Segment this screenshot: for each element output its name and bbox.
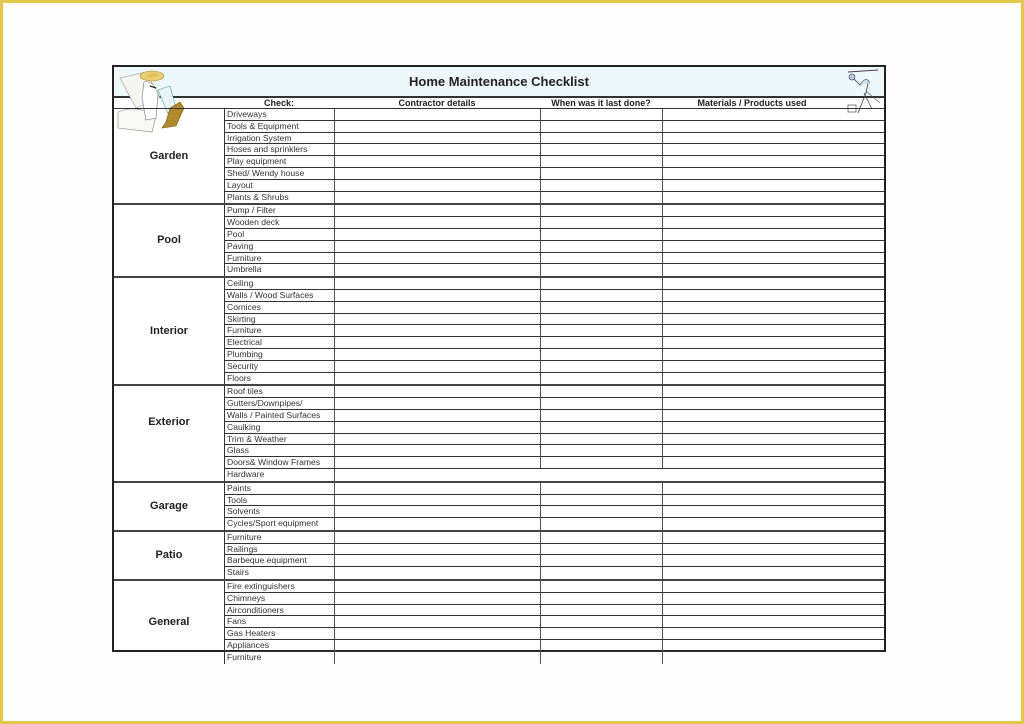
- materials-cell[interactable]: [663, 253, 884, 264]
- materials-cell[interactable]: [663, 518, 884, 530]
- last-done-cell[interactable]: [541, 314, 663, 325]
- contractor-cell[interactable]: [335, 457, 541, 468]
- table-row: [225, 495, 884, 507]
- last-done-cell[interactable]: [541, 483, 663, 494]
- last-done-cell[interactable]: [541, 253, 663, 264]
- contractor-cell[interactable]: [335, 278, 541, 289]
- last-done-cell[interactable]: [541, 652, 663, 664]
- contractor-cell[interactable]: [335, 495, 541, 506]
- group-garden: [114, 109, 884, 205]
- table-row: [225, 290, 884, 302]
- item-label: Fans: [225, 616, 335, 627]
- last-done-cell[interactable]: [541, 555, 663, 566]
- item-label: Hoses and sprinklers: [225, 144, 335, 155]
- materials-cell[interactable]: [663, 349, 884, 360]
- column-header-check: Check:: [263, 98, 294, 108]
- last-done-cell[interactable]: [541, 337, 663, 348]
- last-done-cell[interactable]: [541, 532, 663, 543]
- materials-cell[interactable]: [663, 506, 884, 517]
- materials-cell[interactable]: [663, 581, 884, 592]
- item-label: Stairs: [225, 567, 335, 579]
- last-done-cell[interactable]: [541, 361, 663, 372]
- contractor-cell[interactable]: [335, 229, 541, 240]
- table-row: [225, 264, 884, 276]
- contractor-cell[interactable]: [335, 445, 541, 456]
- contractor-cell[interactable]: [335, 217, 541, 228]
- table-row: [225, 616, 884, 628]
- materials-cell[interactable]: [663, 241, 884, 252]
- last-done-cell[interactable]: [541, 640, 663, 651]
- contractor-cell[interactable]: [335, 605, 541, 616]
- item-label: Chimneys: [225, 593, 335, 604]
- contractor-cell[interactable]: [335, 506, 541, 517]
- checklist-body: [114, 109, 884, 664]
- materials-cell[interactable]: [663, 410, 884, 421]
- table-row: [225, 168, 884, 180]
- table-row: [225, 652, 884, 664]
- group-label: Garage: [150, 500, 188, 513]
- item-label: Solvents: [225, 506, 335, 517]
- last-done-cell[interactable]: [541, 605, 663, 616]
- last-done-cell[interactable]: [541, 205, 663, 216]
- materials-cell[interactable]: [663, 278, 884, 289]
- materials-cell[interactable]: [663, 373, 884, 385]
- last-done-cell[interactable]: [541, 628, 663, 639]
- contractor-cell[interactable]: [335, 253, 541, 264]
- table-row: [225, 192, 884, 204]
- checklist-sheet: [112, 65, 886, 662]
- table-row: [225, 386, 884, 398]
- group-label: Garden: [149, 150, 189, 162]
- contractor-cell[interactable]: [335, 518, 541, 530]
- group-label: Patio: [155, 549, 183, 562]
- table-row: [225, 373, 884, 385]
- contractor-cell[interactable]: [335, 398, 541, 409]
- item-label: Railings: [225, 544, 335, 555]
- item-label: Walls / Wood Surfaces: [225, 290, 335, 301]
- contractor-cell[interactable]: [335, 532, 541, 543]
- materials-cell[interactable]: [663, 229, 884, 240]
- item-label: Driveways: [225, 109, 335, 120]
- item-label: Airconditioners: [225, 605, 335, 616]
- last-done-cell[interactable]: [541, 278, 663, 289]
- materials-cell[interactable]: [663, 180, 884, 191]
- table-row: [225, 483, 884, 495]
- materials-cell[interactable]: [663, 544, 884, 555]
- table-row: [225, 640, 884, 652]
- item-label: Roof tiles: [225, 386, 335, 397]
- item-label: Furniture: [225, 532, 335, 543]
- materials-cell[interactable]: [663, 121, 884, 132]
- table-row: [225, 410, 884, 422]
- materials-cell[interactable]: [663, 593, 884, 604]
- column-header-contractor: Contractor details: [398, 98, 476, 108]
- materials-cell[interactable]: [663, 302, 884, 313]
- item-label: Floors: [225, 373, 335, 385]
- last-done-cell[interactable]: [541, 616, 663, 627]
- table-row: [225, 605, 884, 617]
- table-row: [225, 422, 884, 434]
- table-row: [225, 241, 884, 253]
- item-label: Security: [225, 361, 335, 372]
- materials-cell[interactable]: [663, 337, 884, 348]
- materials-cell[interactable]: [663, 386, 884, 397]
- materials-cell[interactable]: [663, 205, 884, 216]
- contractor-cell[interactable]: [335, 386, 541, 397]
- item-label: Doors& Window Frames: [225, 457, 335, 468]
- group-exterior: [114, 386, 884, 482]
- table-row: [225, 434, 884, 446]
- item-label: Furniture: [225, 652, 335, 664]
- contractor-cell[interactable]: [335, 156, 541, 167]
- table-row: [225, 349, 884, 361]
- contractor-cell[interactable]: [335, 567, 541, 579]
- item-label: Appliances: [225, 640, 335, 651]
- table-row: [225, 581, 884, 593]
- last-done-cell[interactable]: [541, 445, 663, 456]
- item-label: Tools & Equipment: [225, 121, 335, 132]
- contractor-cell[interactable]: [335, 469, 541, 481]
- contractor-cell[interactable]: [335, 434, 541, 445]
- last-done-cell[interactable]: [541, 506, 663, 517]
- last-done-cell[interactable]: [541, 398, 663, 409]
- item-label: Layout: [225, 180, 335, 191]
- group-label: Exterior: [148, 416, 190, 429]
- contractor-cell[interactable]: [335, 121, 541, 132]
- item-label: Wooden deck: [225, 217, 335, 228]
- item-label: Furniture: [225, 325, 335, 336]
- last-done-cell[interactable]: [541, 290, 663, 301]
- last-done-cell[interactable]: [541, 168, 663, 179]
- last-done-cell[interactable]: [541, 133, 663, 144]
- table-row: [225, 121, 884, 133]
- item-label: Irrigation System: [225, 133, 335, 144]
- table-row: [225, 567, 884, 579]
- item-label: Pump / Filter: [225, 205, 335, 216]
- last-done-cell[interactable]: [541, 192, 663, 204]
- table-row: [225, 457, 884, 469]
- item-label: Hardware: [225, 469, 335, 481]
- item-label: Caulking: [225, 422, 335, 433]
- materials-cell[interactable]: [663, 290, 884, 301]
- materials-cell[interactable]: [663, 133, 884, 144]
- last-done-cell[interactable]: [541, 457, 663, 468]
- contractor-cell[interactable]: [335, 652, 541, 664]
- contractor-cell[interactable]: [335, 555, 541, 566]
- contractor-cell[interactable]: [335, 628, 541, 639]
- materials-cell[interactable]: [663, 640, 884, 651]
- materials-cell[interactable]: [663, 652, 884, 664]
- contractor-cell[interactable]: [335, 192, 541, 204]
- contractor-cell[interactable]: [335, 205, 541, 216]
- materials-cell[interactable]: [663, 457, 884, 468]
- column-header-last-done: When was it last done?: [551, 98, 651, 108]
- materials-cell[interactable]: [663, 434, 884, 445]
- contractor-cell[interactable]: [335, 325, 541, 336]
- contractor-cell[interactable]: [335, 544, 541, 555]
- table-row: [225, 205, 884, 217]
- group-interior: [114, 278, 884, 386]
- table-row: [225, 628, 884, 640]
- materials-cell[interactable]: [663, 616, 884, 627]
- materials-cell[interactable]: [663, 192, 884, 204]
- item-label: Plumbing: [225, 349, 335, 360]
- group-label: Pool: [157, 234, 181, 247]
- contractor-cell[interactable]: [335, 373, 541, 385]
- item-label: Play equipment: [225, 156, 335, 167]
- materials-cell[interactable]: [663, 325, 884, 336]
- table-row: [225, 337, 884, 349]
- item-label: Gutters/Downpipes/: [225, 398, 335, 409]
- contractor-cell[interactable]: [335, 337, 541, 348]
- group-pool: [114, 205, 884, 278]
- table-row: [225, 278, 884, 290]
- materials-cell[interactable]: [663, 495, 884, 506]
- last-done-cell[interactable]: [541, 180, 663, 191]
- materials-cell[interactable]: [663, 445, 884, 456]
- item-label: Walls / Painted Surfaces: [225, 410, 335, 421]
- materials-cell[interactable]: [663, 361, 884, 372]
- last-done-cell[interactable]: [541, 422, 663, 433]
- contractor-cell[interactable]: [335, 302, 541, 313]
- last-done-cell[interactable]: [541, 229, 663, 240]
- contractor-cell[interactable]: [335, 144, 541, 155]
- materials-cell[interactable]: [663, 314, 884, 325]
- item-label: Skirting: [225, 314, 335, 325]
- last-done-cell[interactable]: [541, 567, 663, 579]
- last-done-cell[interactable]: [541, 593, 663, 604]
- table-row: [225, 469, 884, 481]
- last-done-cell[interactable]: [541, 581, 663, 592]
- table-row: [225, 229, 884, 241]
- contractor-cell[interactable]: [335, 410, 541, 421]
- contractor-cell[interactable]: [335, 593, 541, 604]
- materials-cell[interactable]: [663, 469, 884, 481]
- last-done-cell[interactable]: [541, 325, 663, 336]
- last-done-cell[interactable]: [541, 156, 663, 167]
- table-row: [225, 302, 884, 314]
- item-label: Shed/ Wendy house: [225, 168, 335, 179]
- item-label: Ceiling: [225, 278, 335, 289]
- last-done-cell[interactable]: [541, 469, 663, 481]
- materials-cell[interactable]: [663, 422, 884, 433]
- item-label: Trim & Weather: [225, 434, 335, 445]
- materials-cell[interactable]: [663, 264, 884, 276]
- table-row: [225, 518, 884, 530]
- last-done-cell[interactable]: [541, 121, 663, 132]
- materials-cell[interactable]: [663, 567, 884, 579]
- contractor-cell[interactable]: [335, 314, 541, 325]
- table-row: [225, 144, 884, 156]
- table-row: [225, 361, 884, 373]
- contractor-cell[interactable]: [335, 349, 541, 360]
- item-label: Fire extinguishers: [225, 581, 335, 592]
- last-done-cell[interactable]: [541, 410, 663, 421]
- contractor-cell[interactable]: [335, 483, 541, 494]
- table-row: [225, 253, 884, 265]
- table-row: [225, 109, 884, 121]
- group-patio: [114, 532, 884, 581]
- last-done-cell[interactable]: [541, 386, 663, 397]
- last-done-cell[interactable]: [541, 264, 663, 276]
- materials-cell[interactable]: [663, 555, 884, 566]
- group-label: General: [148, 616, 190, 629]
- last-done-cell[interactable]: [541, 518, 663, 530]
- last-done-cell[interactable]: [541, 349, 663, 360]
- materials-cell[interactable]: [663, 483, 884, 494]
- materials-cell[interactable]: [663, 628, 884, 639]
- contractor-cell[interactable]: [335, 180, 541, 191]
- table-row: [225, 544, 884, 556]
- last-done-cell[interactable]: [541, 144, 663, 155]
- item-label: Plants & Shrubs: [225, 192, 335, 204]
- contractor-cell[interactable]: [335, 264, 541, 276]
- table-row: [225, 506, 884, 518]
- last-done-cell[interactable]: [541, 434, 663, 445]
- group-label: Interior: [150, 325, 188, 338]
- item-label: Pool: [225, 229, 335, 240]
- table-row: [225, 314, 884, 326]
- last-done-cell[interactable]: [541, 241, 663, 252]
- last-done-cell[interactable]: [541, 217, 663, 228]
- table-row: [225, 156, 884, 168]
- contractor-cell[interactable]: [335, 109, 541, 120]
- materials-cell[interactable]: [663, 144, 884, 155]
- item-label: Glass: [225, 445, 335, 456]
- contractor-cell[interactable]: [335, 616, 541, 627]
- item-label: Paving: [225, 241, 335, 252]
- table-row: [225, 217, 884, 229]
- last-done-cell[interactable]: [541, 544, 663, 555]
- table-row: [225, 398, 884, 410]
- table-row: [225, 180, 884, 192]
- item-label: Electrical: [225, 337, 335, 348]
- title-band: [114, 67, 884, 98]
- item-label: Gas Heaters: [225, 628, 335, 639]
- item-label: Paints: [225, 483, 335, 494]
- group-garage: [114, 483, 884, 532]
- last-done-cell[interactable]: [541, 109, 663, 120]
- item-label: Barbeque equipment: [225, 555, 335, 566]
- materials-cell[interactable]: [663, 168, 884, 179]
- table-row: [225, 325, 884, 337]
- item-label: Cornices: [225, 302, 335, 313]
- last-done-cell[interactable]: [541, 373, 663, 385]
- item-label: Tools: [225, 495, 335, 506]
- contractor-cell[interactable]: [335, 290, 541, 301]
- table-row: [225, 133, 884, 145]
- contractor-cell[interactable]: [335, 241, 541, 252]
- contractor-cell[interactable]: [335, 581, 541, 592]
- contractor-cell[interactable]: [335, 133, 541, 144]
- table-row: [225, 532, 884, 544]
- materials-cell[interactable]: [663, 217, 884, 228]
- last-done-cell[interactable]: [541, 495, 663, 506]
- materials-cell[interactable]: [663, 156, 884, 167]
- item-label: Cycles/Sport equipment: [225, 518, 335, 530]
- contractor-cell[interactable]: [335, 361, 541, 372]
- table-row: [225, 555, 884, 567]
- item-label: Furniture: [225, 253, 335, 264]
- contractor-cell[interactable]: [335, 422, 541, 433]
- table-row: [225, 445, 884, 457]
- materials-cell[interactable]: [663, 398, 884, 409]
- document-title: Home Maintenance Checklist: [409, 74, 589, 89]
- materials-cell[interactable]: [663, 605, 884, 616]
- item-label: Umbrella: [225, 264, 335, 276]
- column-header-materials: Materials / Products used: [697, 98, 807, 108]
- table-row: [225, 593, 884, 605]
- last-done-cell[interactable]: [541, 302, 663, 313]
- materials-cell[interactable]: [663, 109, 884, 120]
- contractor-cell[interactable]: [335, 640, 541, 651]
- materials-cell[interactable]: [663, 532, 884, 543]
- group-general: [114, 581, 884, 664]
- contractor-cell[interactable]: [335, 168, 541, 179]
